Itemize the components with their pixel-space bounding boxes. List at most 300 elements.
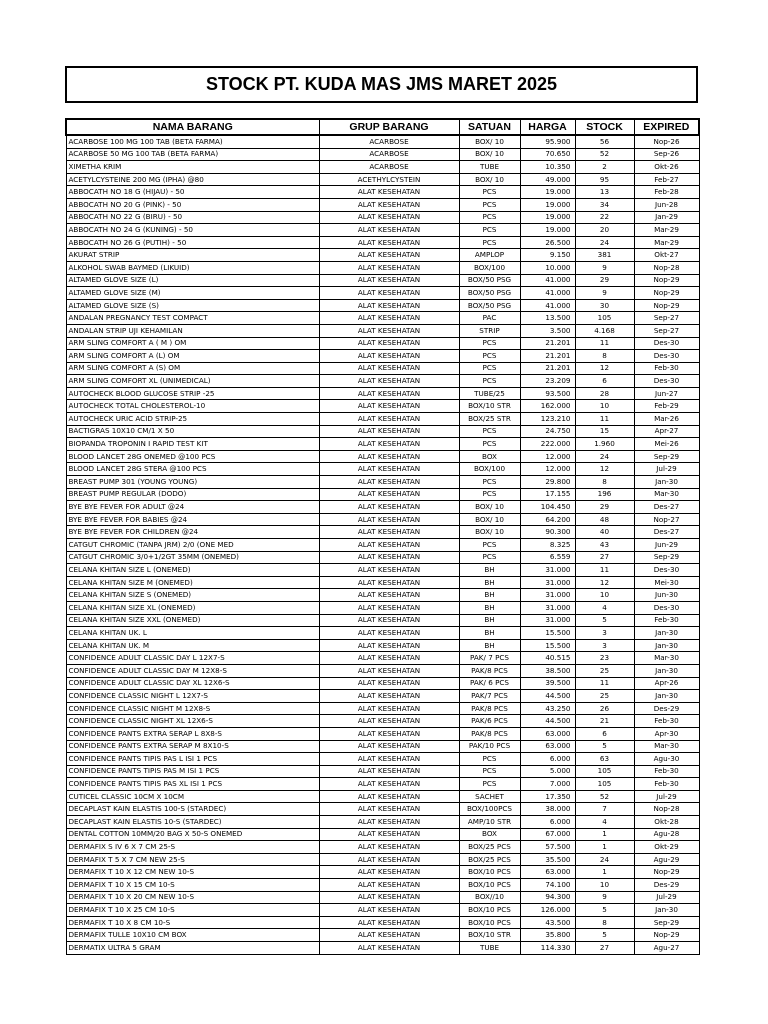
cell-satuan: BOX/50 PSG bbox=[459, 274, 520, 287]
cell-grup-barang: ALAT KESEHATAN bbox=[319, 488, 459, 501]
cell-harga: 40.515 bbox=[520, 652, 575, 665]
cell-expired: Feb-30 bbox=[634, 715, 699, 728]
cell-expired: Des-30 bbox=[634, 337, 699, 350]
cell-grup-barang: ALAT KESEHATAN bbox=[319, 387, 459, 400]
cell-expired: Sep-29 bbox=[634, 551, 699, 564]
cell-grup-barang: ALAT KESEHATAN bbox=[319, 463, 459, 476]
cell-expired: Mei-26 bbox=[634, 438, 699, 451]
cell-harga: 6.000 bbox=[520, 753, 575, 766]
cell-nama-barang: BLOOD LANCET 28G STERA @100 PCS bbox=[66, 463, 319, 476]
cell-grup-barang: ALAT KESEHATAN bbox=[319, 362, 459, 375]
table-row bbox=[66, 186, 699, 199]
cell-harga: 44.500 bbox=[520, 715, 575, 728]
cell-stock: 4 bbox=[575, 816, 634, 829]
cell-grup-barang: ALAT KESEHATAN bbox=[319, 639, 459, 652]
cell-nama-barang: CATGUT CHROMIC 3/0+1/2GT 35MM (ONEMED) bbox=[66, 551, 319, 564]
cell-grup-barang: ALAT KESEHATAN bbox=[319, 324, 459, 337]
cell-expired: Jun-28 bbox=[634, 198, 699, 211]
cell-grup-barang: ALAT KESEHATAN bbox=[319, 727, 459, 740]
cell-nama-barang: BREAST PUMP REGULAR (DODO) bbox=[66, 488, 319, 501]
column-header-grup-barang: GRUP BARANG bbox=[319, 119, 459, 135]
cell-stock: 4.168 bbox=[575, 324, 634, 337]
cell-nama-barang: ABBOCATH NO 18 G (HIJAU) - 50 bbox=[66, 186, 319, 199]
cell-harga: 114.330 bbox=[520, 942, 575, 955]
cell-expired: Nop-29 bbox=[634, 274, 699, 287]
cell-nama-barang: BYE BYE FEVER FOR BABIES @24 bbox=[66, 513, 319, 526]
cell-nama-barang: ACETYLCYSTEINE 200 MG (IPHA) @80 bbox=[66, 173, 319, 186]
cell-stock: 13 bbox=[575, 186, 634, 199]
cell-nama-barang: AUTOCHECK URIC ACID STRIP-25 bbox=[66, 413, 319, 426]
cell-satuan: AMPLOP bbox=[459, 249, 520, 262]
table-row bbox=[66, 526, 699, 539]
cell-stock: 8 bbox=[575, 916, 634, 929]
cell-harga: 26.500 bbox=[520, 236, 575, 249]
cell-harga: 15.500 bbox=[520, 627, 575, 640]
table-row bbox=[66, 413, 699, 426]
cell-expired: Sep-29 bbox=[634, 450, 699, 463]
cell-satuan: PAK/10 PCS bbox=[459, 740, 520, 753]
cell-satuan: PCS bbox=[459, 539, 520, 552]
table-row bbox=[66, 803, 699, 816]
cell-expired: Des-30 bbox=[634, 564, 699, 577]
table-row bbox=[66, 639, 699, 652]
cell-harga: 31.000 bbox=[520, 589, 575, 602]
cell-stock: 11 bbox=[575, 413, 634, 426]
cell-harga: 123.210 bbox=[520, 413, 575, 426]
cell-harga: 17.155 bbox=[520, 488, 575, 501]
cell-grup-barang: ALAT KESEHATAN bbox=[319, 337, 459, 350]
table-row bbox=[66, 828, 699, 841]
table-row bbox=[66, 790, 699, 803]
table-row bbox=[66, 274, 699, 287]
cell-grup-barang: ALAT KESEHATAN bbox=[319, 236, 459, 249]
cell-nama-barang: CONFIDENCE PANTS TIPIS PAS L ISI 1 PCS bbox=[66, 753, 319, 766]
cell-expired: Feb-30 bbox=[634, 765, 699, 778]
table-row bbox=[66, 942, 699, 955]
table-row bbox=[66, 589, 699, 602]
cell-expired: Nop-27 bbox=[634, 513, 699, 526]
cell-satuan: BOX/100 bbox=[459, 463, 520, 476]
cell-expired: Okt-29 bbox=[634, 841, 699, 854]
cell-stock: 63 bbox=[575, 753, 634, 766]
column-header-satuan: SATUAN bbox=[459, 119, 520, 135]
cell-grup-barang: ALAT KESEHATAN bbox=[319, 664, 459, 677]
cell-harga: 21.201 bbox=[520, 350, 575, 363]
cell-grup-barang: ALAT KESEHATAN bbox=[319, 841, 459, 854]
cell-nama-barang: AUTOCHECK TOTAL CHOLESTEROL-10 bbox=[66, 400, 319, 413]
table-row bbox=[66, 350, 699, 363]
cell-nama-barang: DERMATIX ULTRA 5 GRAM bbox=[66, 942, 319, 955]
cell-stock: 3 bbox=[575, 627, 634, 640]
table-row bbox=[66, 387, 699, 400]
cell-stock: 11 bbox=[575, 564, 634, 577]
cell-harga: 9.150 bbox=[520, 249, 575, 262]
cell-nama-barang: DERMAFIX T 10 X 12 CM NEW 10-S bbox=[66, 866, 319, 879]
table-row bbox=[66, 690, 699, 703]
cell-nama-barang: DERMAFIX T 10 X 15 CM 10-S bbox=[66, 879, 319, 892]
cell-stock: 3 bbox=[575, 639, 634, 652]
cell-satuan: PAK/8 PCS bbox=[459, 727, 520, 740]
cell-harga: 41.000 bbox=[520, 274, 575, 287]
table-row bbox=[66, 324, 699, 337]
cell-grup-barang: ALAT KESEHATAN bbox=[319, 249, 459, 262]
cell-nama-barang: CELANA KHITAN UK. L bbox=[66, 627, 319, 640]
cell-expired: Des-29 bbox=[634, 879, 699, 892]
cell-grup-barang: ALAT KESEHATAN bbox=[319, 413, 459, 426]
cell-stock: 10 bbox=[575, 589, 634, 602]
cell-grup-barang: ALAT KESEHATAN bbox=[319, 375, 459, 388]
table-row bbox=[66, 539, 699, 552]
cell-harga: 7.000 bbox=[520, 778, 575, 791]
cell-satuan: PAK/ 7 PCS bbox=[459, 652, 520, 665]
cell-expired: Nop-26 bbox=[634, 135, 699, 148]
table-row bbox=[66, 450, 699, 463]
cell-stock: 105 bbox=[575, 312, 634, 325]
cell-harga: 43.500 bbox=[520, 916, 575, 929]
cell-stock: 25 bbox=[575, 664, 634, 677]
cell-satuan: TUBE bbox=[459, 942, 520, 955]
cell-grup-barang: ACARBOSE bbox=[319, 161, 459, 174]
cell-expired: Okt-26 bbox=[634, 161, 699, 174]
cell-grup-barang: ACARBOSE bbox=[319, 135, 459, 148]
table-row bbox=[66, 337, 699, 350]
cell-nama-barang: CELANA KHITAN SIZE XL (ONEMED) bbox=[66, 601, 319, 614]
table-row bbox=[66, 198, 699, 211]
table-row bbox=[66, 148, 699, 161]
cell-grup-barang: ALAT KESEHATAN bbox=[319, 916, 459, 929]
table-row bbox=[66, 249, 699, 262]
cell-grup-barang: ALAT KESEHATAN bbox=[319, 740, 459, 753]
cell-harga: 21.201 bbox=[520, 337, 575, 350]
cell-satuan: STRIP bbox=[459, 324, 520, 337]
cell-nama-barang: ARM SLING COMFORT A (L) OM bbox=[66, 350, 319, 363]
document-title: STOCK PT. KUDA MAS JMS MARET 2025 bbox=[205, 74, 558, 94]
cell-harga: 35.500 bbox=[520, 853, 575, 866]
cell-harga: 31.000 bbox=[520, 564, 575, 577]
column-header-expired: EXPIRED bbox=[634, 119, 699, 135]
cell-stock: 23 bbox=[575, 652, 634, 665]
cell-nama-barang: ABBOCATH NO 24 G (KUNING) - 50 bbox=[66, 224, 319, 237]
cell-expired: Jan-30 bbox=[634, 476, 699, 489]
cell-harga: 10.350 bbox=[520, 161, 575, 174]
cell-stock: 11 bbox=[575, 337, 634, 350]
cell-grup-barang: ALAT KESEHATAN bbox=[319, 790, 459, 803]
cell-satuan: TUBE/25 bbox=[459, 387, 520, 400]
table-row bbox=[66, 904, 699, 917]
table-row bbox=[66, 664, 699, 677]
cell-satuan: PCS bbox=[459, 350, 520, 363]
cell-grup-barang: ALAT KESEHATAN bbox=[319, 299, 459, 312]
cell-satuan: PCS bbox=[459, 778, 520, 791]
cell-stock: 5 bbox=[575, 904, 634, 917]
cell-stock: 9 bbox=[575, 287, 634, 300]
cell-grup-barang: ALAT KESEHATAN bbox=[319, 261, 459, 274]
cell-grup-barang: ALAT KESEHATAN bbox=[319, 614, 459, 627]
cell-stock: 40 bbox=[575, 526, 634, 539]
table-row bbox=[66, 375, 699, 388]
cell-expired: Mar-29 bbox=[634, 224, 699, 237]
cell-nama-barang: XIMETHA KRIM bbox=[66, 161, 319, 174]
cell-stock: 24 bbox=[575, 236, 634, 249]
cell-expired: Sep-27 bbox=[634, 324, 699, 337]
cell-satuan: BOX//10 bbox=[459, 891, 520, 904]
cell-grup-barang: ALAT KESEHATAN bbox=[319, 274, 459, 287]
cell-stock: 1 bbox=[575, 866, 634, 879]
cell-harga: 95.900 bbox=[520, 135, 575, 148]
cell-satuan: BOX/10 PCS bbox=[459, 866, 520, 879]
cell-expired: Jan-30 bbox=[634, 627, 699, 640]
cell-nama-barang: BLOOD LANCET 28G ONEMED @100 PCS bbox=[66, 450, 319, 463]
table-row bbox=[66, 287, 699, 300]
cell-stock: 21 bbox=[575, 715, 634, 728]
cell-expired: Mar-30 bbox=[634, 740, 699, 753]
cell-satuan: BOX/10 STR bbox=[459, 400, 520, 413]
cell-satuan: PCS bbox=[459, 765, 520, 778]
cell-stock: 29 bbox=[575, 501, 634, 514]
cell-harga: 19.000 bbox=[520, 186, 575, 199]
cell-satuan: BOX/25 PCS bbox=[459, 853, 520, 866]
table-row bbox=[66, 753, 699, 766]
cell-expired: Jun-27 bbox=[634, 387, 699, 400]
cell-satuan: PCS bbox=[459, 438, 520, 451]
cell-grup-barang: ALAT KESEHATAN bbox=[319, 702, 459, 715]
cell-satuan: BOX/25 PCS bbox=[459, 841, 520, 854]
cell-nama-barang: CONFIDENCE CLASSIC NIGHT M 12X8-S bbox=[66, 702, 319, 715]
cell-harga: 6.000 bbox=[520, 816, 575, 829]
cell-stock: 29 bbox=[575, 274, 634, 287]
cell-expired: Apr-26 bbox=[634, 677, 699, 690]
table-row bbox=[66, 425, 699, 438]
cell-expired: Agu-28 bbox=[634, 828, 699, 841]
table-row bbox=[66, 715, 699, 728]
cell-nama-barang: CONFIDENCE PANTS EXTRA SERAP L 8X8-S bbox=[66, 727, 319, 740]
cell-expired: Jan-30 bbox=[634, 639, 699, 652]
cell-grup-barang: ALAT KESEHATAN bbox=[319, 904, 459, 917]
cell-harga: 70.650 bbox=[520, 148, 575, 161]
cell-nama-barang: CONFIDENCE ADULT CLASSIC DAY L 12X7-S bbox=[66, 652, 319, 665]
cell-satuan: BOX bbox=[459, 828, 520, 841]
cell-nama-barang: CONFIDENCE PANTS TIPIS PAS XL ISI 1 PCS bbox=[66, 778, 319, 791]
cell-stock: 6 bbox=[575, 727, 634, 740]
cell-stock: 10 bbox=[575, 879, 634, 892]
cell-stock: 196 bbox=[575, 488, 634, 501]
cell-harga: 29.800 bbox=[520, 476, 575, 489]
table-row bbox=[66, 400, 699, 413]
cell-harga: 162.000 bbox=[520, 400, 575, 413]
cell-satuan: BOX/10 STR bbox=[459, 929, 520, 942]
cell-stock: 381 bbox=[575, 249, 634, 262]
cell-harga: 19.000 bbox=[520, 198, 575, 211]
cell-stock: 48 bbox=[575, 513, 634, 526]
cell-expired: Apr-27 bbox=[634, 425, 699, 438]
cell-satuan: PCS bbox=[459, 488, 520, 501]
cell-harga: 31.000 bbox=[520, 601, 575, 614]
table-row bbox=[66, 841, 699, 854]
cell-satuan: BH bbox=[459, 627, 520, 640]
cell-stock: 1 bbox=[575, 841, 634, 854]
cell-expired: Jun-29 bbox=[634, 539, 699, 552]
cell-harga: 21.201 bbox=[520, 362, 575, 375]
cell-harga: 222.000 bbox=[520, 438, 575, 451]
cell-harga: 23.209 bbox=[520, 375, 575, 388]
cell-expired: Mar-29 bbox=[634, 236, 699, 249]
column-header-nama-barang: NAMA BARANG bbox=[66, 119, 319, 135]
cell-harga: 5.000 bbox=[520, 765, 575, 778]
table-row bbox=[66, 564, 699, 577]
cell-expired: Jan-30 bbox=[634, 664, 699, 677]
cell-satuan: PCS bbox=[459, 337, 520, 350]
cell-grup-barang: ALAT KESEHATAN bbox=[319, 224, 459, 237]
cell-grup-barang: ALAT KESEHATAN bbox=[319, 576, 459, 589]
cell-expired: Feb-30 bbox=[634, 778, 699, 791]
cell-grup-barang: ALAT KESEHATAN bbox=[319, 400, 459, 413]
cell-harga: 31.000 bbox=[520, 614, 575, 627]
table-row bbox=[66, 173, 699, 186]
cell-harga: 10.000 bbox=[520, 261, 575, 274]
cell-nama-barang: ALTAMED GLOVE SIZE (L) bbox=[66, 274, 319, 287]
cell-stock: 20 bbox=[575, 224, 634, 237]
cell-expired: Jul-29 bbox=[634, 790, 699, 803]
cell-expired: Apr-30 bbox=[634, 727, 699, 740]
cell-stock: 7 bbox=[575, 803, 634, 816]
cell-nama-barang: AUTOCHECK BLOOD GLUCOSE STRIP -25 bbox=[66, 387, 319, 400]
table-row bbox=[66, 627, 699, 640]
cell-satuan: PCS bbox=[459, 224, 520, 237]
cell-satuan: BOX bbox=[459, 450, 520, 463]
cell-stock: 12 bbox=[575, 362, 634, 375]
table-row bbox=[66, 476, 699, 489]
cell-grup-barang: ALAT KESEHATAN bbox=[319, 715, 459, 728]
cell-nama-barang: BYE BYE FEVER FOR CHILDREN @24 bbox=[66, 526, 319, 539]
cell-stock: 28 bbox=[575, 387, 634, 400]
cell-satuan: BOX/50 PSG bbox=[459, 287, 520, 300]
cell-stock: 24 bbox=[575, 450, 634, 463]
cell-expired: Des-29 bbox=[634, 702, 699, 715]
cell-expired: Des-30 bbox=[634, 601, 699, 614]
cell-harga: 74.100 bbox=[520, 879, 575, 892]
cell-satuan: BH bbox=[459, 614, 520, 627]
cell-grup-barang: ALAT KESEHATAN bbox=[319, 853, 459, 866]
cell-nama-barang: DERMAFIX TULLE 10X10 CM BOX bbox=[66, 929, 319, 942]
cell-expired: Feb-27 bbox=[634, 173, 699, 186]
table-row bbox=[66, 224, 699, 237]
table-row bbox=[66, 652, 699, 665]
cell-satuan: BOX/ 10 bbox=[459, 513, 520, 526]
cell-expired: Nop-29 bbox=[634, 866, 699, 879]
cell-nama-barang: ANDALAN PREGNANCY TEST COMPACT bbox=[66, 312, 319, 325]
cell-grup-barang: ALAT KESEHATAN bbox=[319, 438, 459, 451]
table-row bbox=[66, 702, 699, 715]
cell-expired: Des-27 bbox=[634, 526, 699, 539]
cell-satuan: PAK/8 PCS bbox=[459, 702, 520, 715]
cell-grup-barang: ALAT KESEHATAN bbox=[319, 765, 459, 778]
table-row bbox=[66, 853, 699, 866]
cell-satuan: BOX/100 bbox=[459, 261, 520, 274]
cell-nama-barang: ACARBOSE 50 MG 100 TAB (BETA FARMA) bbox=[66, 148, 319, 161]
cell-satuan: BOX/10 PCS bbox=[459, 904, 520, 917]
cell-grup-barang: ALAT KESEHATAN bbox=[319, 539, 459, 552]
cell-grup-barang: ALAT KESEHATAN bbox=[319, 942, 459, 955]
cell-satuan: PAK/6 PCS bbox=[459, 715, 520, 728]
table-row bbox=[66, 488, 699, 501]
cell-satuan: SACHET bbox=[459, 790, 520, 803]
table-row bbox=[66, 438, 699, 451]
cell-nama-barang: ACARBOSE 100 MG 100 TAB (BETA FARMA) bbox=[66, 135, 319, 148]
cell-expired: Nop-29 bbox=[634, 299, 699, 312]
cell-nama-barang: ABBOCATH NO 20 G (PINK) - 50 bbox=[66, 198, 319, 211]
cell-stock: 43 bbox=[575, 539, 634, 552]
cell-harga: 8.325 bbox=[520, 539, 575, 552]
cell-grup-barang: ACETHYLCYSTEIN bbox=[319, 173, 459, 186]
table-row bbox=[66, 866, 699, 879]
cell-nama-barang: DERMAFIX T 10 X 8 CM 10-S bbox=[66, 916, 319, 929]
cell-nama-barang: ALTAMED GLOVE SIZE (M) bbox=[66, 287, 319, 300]
cell-satuan: PAK/7 PCS bbox=[459, 690, 520, 703]
cell-stock: 26 bbox=[575, 702, 634, 715]
cell-harga: 3.500 bbox=[520, 324, 575, 337]
cell-harga: 49.000 bbox=[520, 173, 575, 186]
cell-grup-barang: ALAT KESEHATAN bbox=[319, 866, 459, 879]
cell-stock: 52 bbox=[575, 790, 634, 803]
cell-nama-barang: DERMAFIX T 5 X 7 CM NEW 25-S bbox=[66, 853, 319, 866]
cell-nama-barang: DECAPLAST KAIN ELASTIS 100-S (STARDEC) bbox=[66, 803, 319, 816]
table-row bbox=[66, 601, 699, 614]
cell-expired: Okt-27 bbox=[634, 249, 699, 262]
cell-expired: Feb-30 bbox=[634, 614, 699, 627]
cell-stock: 52 bbox=[575, 148, 634, 161]
cell-expired: Jul-29 bbox=[634, 891, 699, 904]
cell-nama-barang: BACTIGRAS 10X10 CM/1 X 50 bbox=[66, 425, 319, 438]
cell-harga: 12.000 bbox=[520, 450, 575, 463]
cell-grup-barang: ALAT KESEHATAN bbox=[319, 677, 459, 690]
cell-stock: 34 bbox=[575, 198, 634, 211]
cell-grup-barang: ALAT KESEHATAN bbox=[319, 312, 459, 325]
cell-expired: Jan-30 bbox=[634, 904, 699, 917]
cell-grup-barang: ALAT KESEHATAN bbox=[319, 425, 459, 438]
cell-expired: Agu-30 bbox=[634, 753, 699, 766]
cell-expired: Nop-28 bbox=[634, 261, 699, 274]
cell-expired: Nop-29 bbox=[634, 287, 699, 300]
table-row bbox=[66, 816, 699, 829]
cell-stock: 8 bbox=[575, 476, 634, 489]
cell-expired: Jul-29 bbox=[634, 463, 699, 476]
cell-stock: 5 bbox=[575, 614, 634, 627]
cell-harga: 43.250 bbox=[520, 702, 575, 715]
cell-grup-barang: ALAT KESEHATAN bbox=[319, 879, 459, 892]
cell-stock: 12 bbox=[575, 576, 634, 589]
table-row bbox=[66, 916, 699, 929]
cell-grup-barang: ALAT KESEHATAN bbox=[319, 891, 459, 904]
cell-satuan: PCS bbox=[459, 198, 520, 211]
cell-grup-barang: ALAT KESEHATAN bbox=[319, 476, 459, 489]
cell-expired: Des-30 bbox=[634, 350, 699, 363]
cell-grup-barang: ALAT KESEHATAN bbox=[319, 753, 459, 766]
table-row bbox=[66, 879, 699, 892]
cell-grup-barang: ALAT KESEHATAN bbox=[319, 513, 459, 526]
cell-stock: 105 bbox=[575, 765, 634, 778]
table-row bbox=[66, 891, 699, 904]
cell-harga: 38.500 bbox=[520, 664, 575, 677]
cell-harga: 19.000 bbox=[520, 224, 575, 237]
cell-nama-barang: BYE BYE FEVER FOR ADULT @24 bbox=[66, 501, 319, 514]
table-row bbox=[66, 362, 699, 375]
cell-grup-barang: ALAT KESEHATAN bbox=[319, 803, 459, 816]
cell-satuan: BOX/100PCS bbox=[459, 803, 520, 816]
cell-satuan: BOX/10 PCS bbox=[459, 916, 520, 929]
cell-stock: 12 bbox=[575, 463, 634, 476]
cell-expired: Feb-28 bbox=[634, 186, 699, 199]
cell-expired: Mei-30 bbox=[634, 576, 699, 589]
